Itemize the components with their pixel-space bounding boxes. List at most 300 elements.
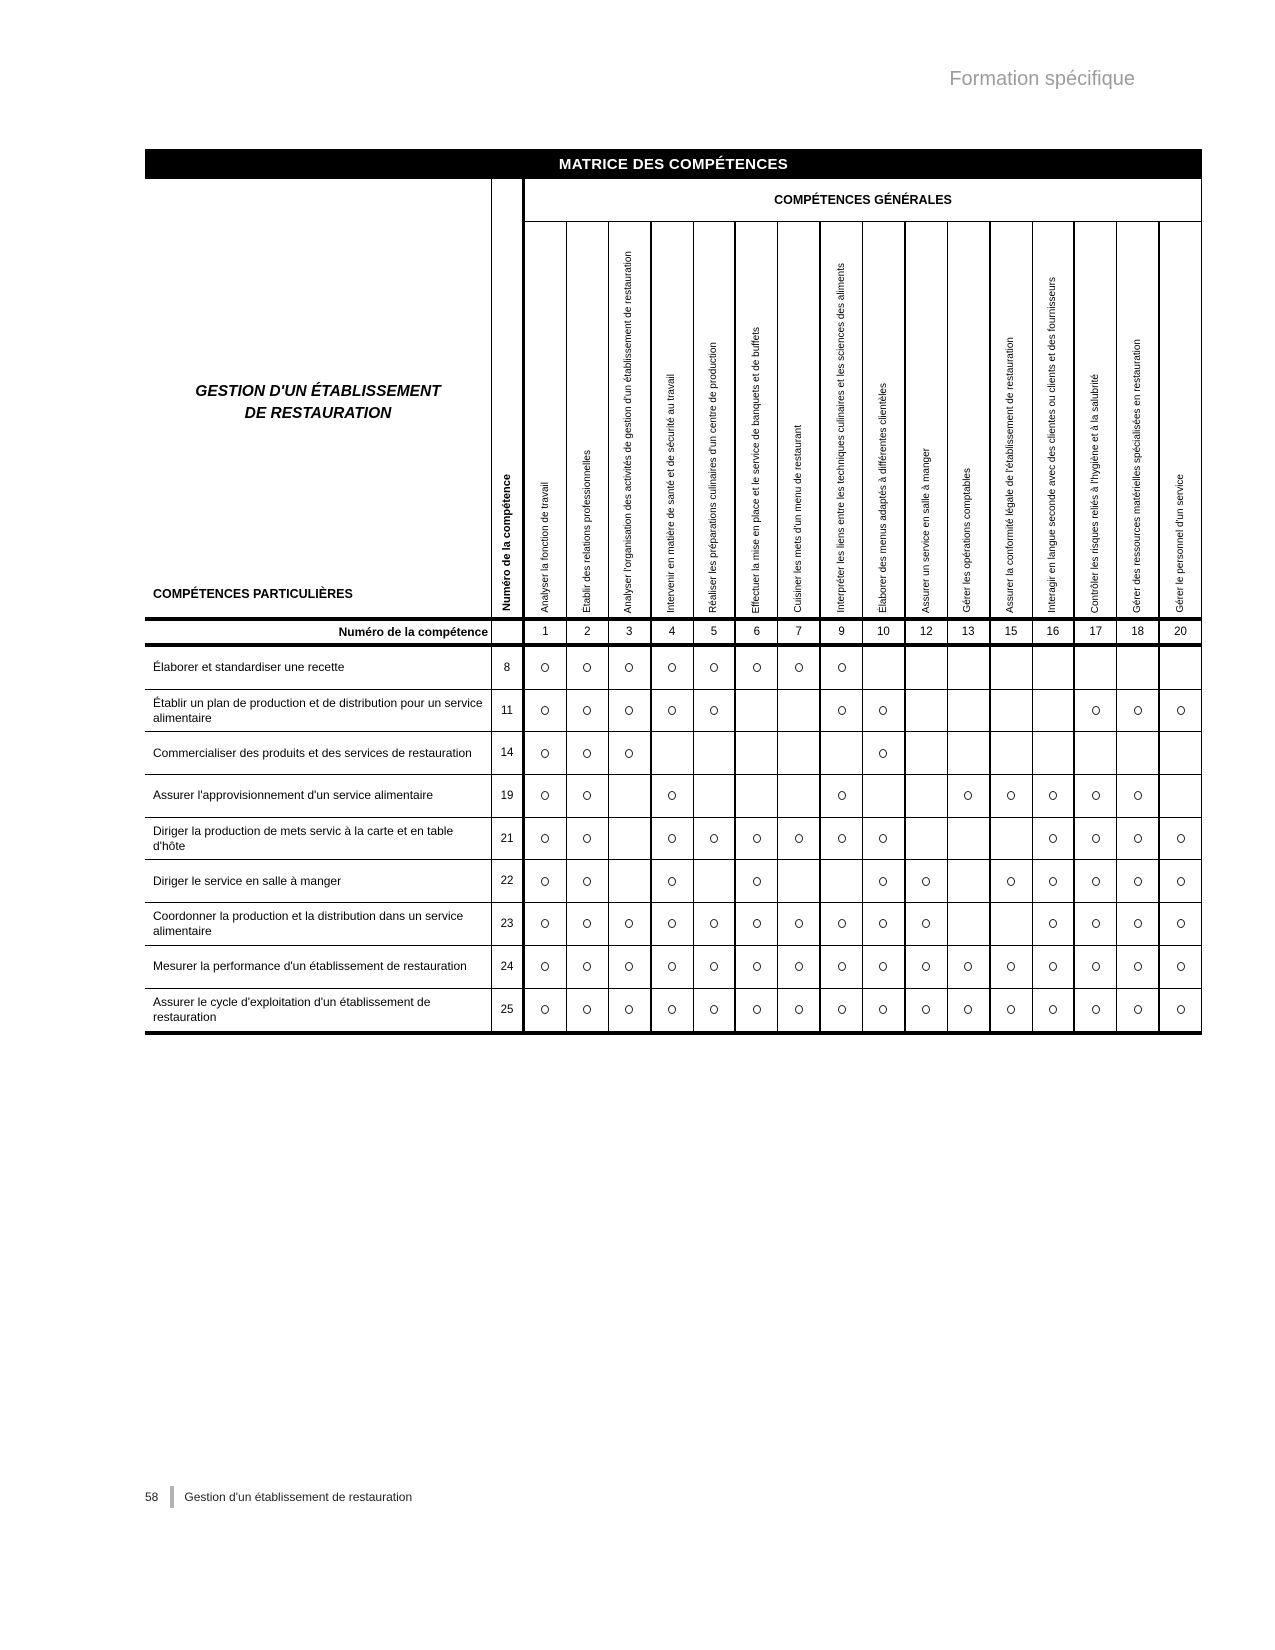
matrix-cell-14-10	[862, 732, 904, 774]
circle-mark	[625, 749, 633, 758]
matrix-cell-14-4	[650, 732, 693, 774]
matrix-row-11	[145, 690, 1201, 733]
circle-mark	[838, 706, 846, 715]
matrix-cell-19-5	[693, 775, 735, 817]
circle-mark	[964, 1005, 972, 1014]
matrix-cell-24-3	[608, 946, 650, 988]
circle-mark	[583, 749, 591, 758]
column-header-7	[777, 222, 819, 617]
column-number-9: 9	[819, 621, 862, 643]
circle-mark	[710, 1005, 718, 1014]
matrix-cell-24-20	[1158, 946, 1201, 988]
matrix-cell-14-13	[947, 732, 989, 774]
circle-mark	[668, 877, 676, 886]
matrix-row-23	[145, 903, 1201, 946]
column-header-4	[650, 222, 693, 617]
column-headers	[525, 222, 1201, 617]
circle-mark	[1177, 919, 1185, 928]
circle-mark	[625, 919, 633, 928]
matrix-cell-22-9	[819, 860, 862, 902]
row-number: 14	[491, 732, 525, 774]
matrix-cell-23-6	[734, 903, 777, 945]
matrix-cell-8-2	[566, 647, 608, 689]
column-header-12	[904, 222, 947, 617]
circle-mark	[1134, 1005, 1142, 1014]
row-label: Mesurer la performance d'un établissement de restauration	[153, 959, 467, 974]
circle-mark	[583, 1005, 591, 1014]
matrix-cell-19-6	[734, 775, 777, 817]
row-label: Diriger le service en salle à manger	[153, 873, 342, 888]
matrix-cell-19-16	[1032, 775, 1074, 817]
matrix-cell-24-10	[862, 946, 904, 988]
matrix-cell-14-6	[734, 732, 777, 774]
circle-mark	[710, 663, 718, 672]
circle-mark	[583, 791, 591, 800]
matrix-cell-14-1	[525, 732, 566, 774]
matrix-cell-22-13	[947, 860, 989, 902]
row-label: Diriger la production de mets servic à la carte et en table d'hôte	[153, 823, 454, 853]
matrix-cell-25-4	[650, 989, 693, 1032]
matrix-cell-25-13	[947, 989, 989, 1032]
column-header-10	[862, 222, 904, 617]
matrix-cell-23-7	[777, 903, 819, 945]
matrix-cell-22-5	[693, 860, 735, 902]
matrix-cell-11-20	[1158, 690, 1201, 732]
matrix-cell-11-4	[650, 690, 693, 732]
circle-mark	[583, 962, 591, 971]
row-marks	[525, 989, 1201, 1032]
circle-mark	[625, 706, 633, 715]
matrix-cell-23-4	[650, 903, 693, 945]
circle-mark	[710, 962, 718, 971]
matrix-cell-8-7	[777, 647, 819, 689]
matrix-cell-11-7	[777, 690, 819, 732]
circle-mark	[1134, 791, 1142, 800]
circle-mark	[753, 877, 761, 886]
circle-mark	[541, 706, 549, 715]
matrix-cell-11-16	[1032, 690, 1074, 732]
circle-mark	[1049, 919, 1057, 928]
column-header-label: Effectuer la mise en place et le service de banquets et de buffets	[751, 326, 763, 613]
matrix-cell-23-13	[947, 903, 989, 945]
column-header-label: Établir des relations professionnelles	[581, 450, 593, 613]
matrix-cell-11-10	[862, 690, 904, 732]
matrix-cell-25-18	[1116, 989, 1158, 1032]
column-header-9	[819, 222, 862, 617]
column-header-label: Interagir en langue seconde avec des clientes ou clients et des fournisseurs	[1047, 277, 1059, 613]
matrix-cell-23-16	[1032, 903, 1074, 945]
column-header-20	[1158, 222, 1201, 617]
column-header-label: Gérer des ressources matérielles spécialisées en restauration	[1131, 338, 1143, 613]
column-number-1: 1	[542, 626, 549, 638]
column-number-16: 16	[1032, 621, 1074, 643]
column-header-label: Contrôler les risques reliés à l'hygiène et à la salubrité	[1090, 373, 1102, 613]
column-header-13	[947, 222, 989, 617]
circle-mark	[625, 663, 633, 672]
matrix-cell-25-2	[566, 989, 608, 1032]
column-number-6: 6	[734, 621, 777, 643]
matrix-cell-22-17	[1073, 860, 1116, 902]
circle-mark	[1092, 877, 1100, 886]
column-number-7: 7	[777, 621, 819, 643]
matrix-cell-11-13	[947, 690, 989, 732]
circle-mark	[1092, 834, 1100, 843]
matrix-cell-19-1	[525, 775, 566, 817]
column-header-17	[1073, 222, 1116, 617]
row-label: Élaborer et standardiser une recette	[153, 660, 345, 675]
matrix-cell-14-9	[819, 732, 862, 774]
column-header-label: Analyser la fonction de travail	[539, 482, 551, 613]
row-marks	[525, 732, 1201, 774]
matrix-cell-8-1	[525, 647, 566, 689]
column-header-label: Assurer la conformité légale de l'établissement de restauration	[1005, 337, 1017, 613]
column-header-5	[693, 222, 735, 617]
matrix-row-8	[145, 647, 1201, 690]
circle-mark	[668, 1005, 676, 1014]
circle-mark	[879, 962, 887, 971]
matrix-cell-24-9	[819, 946, 862, 988]
column-header-label: Assurer un service en salle à manger	[920, 447, 932, 613]
circle-mark	[710, 834, 718, 843]
circle-mark	[625, 1005, 633, 1014]
circle-mark	[964, 791, 972, 800]
circle-mark	[838, 1005, 846, 1014]
matrix-cell-24-6	[734, 946, 777, 988]
column-header-3	[608, 222, 650, 617]
circle-mark	[1049, 877, 1057, 886]
column-header-16	[1032, 222, 1074, 617]
circle-mark	[1134, 877, 1142, 886]
matrix-cell-25-6	[734, 989, 777, 1032]
matrix-cell-25-1	[525, 989, 566, 1032]
matrix-cell-24-17	[1073, 946, 1116, 988]
circle-mark	[753, 919, 761, 928]
circle-mark	[964, 962, 972, 971]
matrix-cell-22-15	[989, 860, 1032, 902]
circle-mark	[753, 962, 761, 971]
circle-mark	[1092, 962, 1100, 971]
row-number: 11	[491, 690, 525, 732]
matrix-cell-14-5	[693, 732, 735, 774]
circle-mark	[541, 877, 549, 886]
circle-mark	[838, 962, 846, 971]
column-number-18: 18	[1116, 621, 1158, 643]
matrix-cell-8-9	[819, 647, 862, 689]
matrix-cell-21-20	[1158, 818, 1201, 860]
matrix-cell-19-17	[1073, 775, 1116, 817]
circle-mark	[1007, 962, 1015, 971]
matrix-cell-11-6	[734, 690, 777, 732]
column-header-label: Analyser l'organisation des activités de gestion d'un établissement de restauration	[623, 250, 635, 613]
matrix-cell-21-16	[1032, 818, 1074, 860]
matrix-cell-25-20	[1158, 989, 1201, 1032]
matrix-cell-14-20	[1158, 732, 1201, 774]
matrix-cell-11-9	[819, 690, 862, 732]
column-header-1	[525, 222, 566, 617]
matrix-cell-23-15	[989, 903, 1032, 945]
column-number-15: 15	[989, 621, 1032, 643]
row-label: Assurer le cycle d'exploitation d'un établissement de restauration	[153, 994, 431, 1024]
circle-mark	[541, 919, 549, 928]
matrix-cell-22-2	[566, 860, 608, 902]
matrix-cell-19-13	[947, 775, 989, 817]
column-header-label: Gérer le personnel d'un service	[1174, 474, 1186, 613]
circle-mark	[583, 919, 591, 928]
circle-mark	[879, 834, 887, 843]
circle-mark	[838, 919, 846, 928]
row-number: 21	[491, 818, 525, 860]
matrix-cell-24-12	[904, 946, 947, 988]
column-header-2	[566, 222, 608, 617]
matrix-cell-25-17	[1073, 989, 1116, 1032]
matrix-row-22	[145, 860, 1201, 903]
circle-mark	[795, 663, 803, 672]
matrix-cell-19-4	[650, 775, 693, 817]
program-title	[145, 381, 491, 425]
circle-mark	[922, 877, 930, 886]
matrix-cell-24-4	[650, 946, 693, 988]
matrix-cell-19-3	[608, 775, 650, 817]
matrix-cell-11-1	[525, 690, 566, 732]
matrix-cell-22-6	[734, 860, 777, 902]
matrix-cell-8-3	[608, 647, 650, 689]
matrix-body	[145, 179, 1202, 1035]
matrix-cell-21-9	[819, 818, 862, 860]
matrix-cell-23-20	[1158, 903, 1201, 945]
circle-mark	[922, 962, 930, 971]
circle-mark	[795, 834, 803, 843]
matrix-cell-14-18	[1116, 732, 1158, 774]
row-marks	[525, 860, 1201, 902]
row-label: Assurer l'approvisionnement d'un service alimentaire	[153, 788, 434, 803]
numbers-row-label: Numéro de la compétence	[338, 625, 488, 639]
matrix-cell-11-18	[1116, 690, 1158, 732]
circle-mark	[795, 962, 803, 971]
row-marks	[525, 775, 1201, 817]
matrix-cell-21-18	[1116, 818, 1158, 860]
row-label: Coordonner la production et la distribution dans un service alimentaire	[153, 908, 464, 938]
matrix-cell-8-5	[693, 647, 735, 689]
circle-mark	[1049, 834, 1057, 843]
circle-mark	[922, 1005, 930, 1014]
circle-mark	[879, 1005, 887, 1014]
circle-mark	[668, 706, 676, 715]
circle-mark	[1092, 1005, 1100, 1014]
competency-matrix	[145, 149, 1202, 1035]
matrix-cell-24-7	[777, 946, 819, 988]
circle-mark	[1092, 706, 1100, 715]
column-header-label: Réaliser les préparations culinaires d'un centre de production	[708, 342, 720, 613]
circle-mark	[541, 749, 549, 758]
circle-mark	[879, 749, 887, 758]
matrix-cell-11-3	[608, 690, 650, 732]
circle-mark	[838, 663, 846, 672]
matrix-cell-23-3	[608, 903, 650, 945]
circle-mark	[1177, 962, 1185, 971]
column-header-label: Gérer les opérations comptables	[962, 468, 974, 613]
matrix-cell-23-5	[693, 903, 735, 945]
program-title-line1: GESTION D'UN ÉTABLISSEMENT	[195, 383, 441, 400]
matrix-cell-23-1	[525, 903, 566, 945]
matrix-cell-21-15	[989, 818, 1032, 860]
matrix-cell-21-1	[525, 818, 566, 860]
row-label: Établir un plan de production et de distribution pour un service alimentaire	[153, 695, 483, 725]
circle-mark	[1007, 791, 1015, 800]
page-number: 58	[145, 1490, 159, 1504]
matrix-cell-21-2	[566, 818, 608, 860]
matrix-cell-25-10	[862, 989, 904, 1032]
matrix-cell-22-3	[608, 860, 650, 902]
competency-number-axis-label: Numéro de la compétence	[501, 474, 513, 611]
matrix-cell-24-13	[947, 946, 989, 988]
column-number-20: 20	[1158, 621, 1201, 643]
matrix-cell-23-9	[819, 903, 862, 945]
matrix-cell-24-15	[989, 946, 1032, 988]
circle-mark	[795, 1005, 803, 1014]
row-marks	[525, 903, 1201, 945]
matrix-cell-11-5	[693, 690, 735, 732]
circle-mark	[1092, 791, 1100, 800]
program-panel	[145, 179, 491, 617]
matrix-cell-25-16	[1032, 989, 1074, 1032]
matrix-cell-22-18	[1116, 860, 1158, 902]
particular-competencies-header: COMPÉTENCES PARTICULIÈRES	[153, 587, 353, 601]
matrix-cell-25-7	[777, 989, 819, 1032]
circle-mark	[541, 1005, 549, 1014]
matrix-cell-14-17	[1073, 732, 1116, 774]
matrix-title-banner: MATRICE DES COMPÉTENCES	[145, 149, 1202, 179]
column-number-10: 10	[862, 621, 904, 643]
matrix-cell-25-5	[693, 989, 735, 1032]
general-competencies-region	[525, 179, 1201, 617]
column-header-15	[989, 222, 1032, 617]
matrix-cell-24-18	[1116, 946, 1158, 988]
matrix-cell-24-5	[693, 946, 735, 988]
matrix-header	[145, 179, 1201, 617]
column-header-label: Élaborer des menus adaptés à différentes clientèles	[877, 383, 889, 613]
matrix-cell-23-17	[1073, 903, 1116, 945]
matrix-cell-21-5	[693, 818, 735, 860]
matrix-cell-25-12	[904, 989, 947, 1032]
matrix-cell-24-2	[566, 946, 608, 988]
matrix-cell-21-3	[608, 818, 650, 860]
row-number: 22	[491, 860, 525, 902]
matrix-cell-19-10	[862, 775, 904, 817]
matrix-cell-19-2	[566, 775, 608, 817]
circle-mark	[922, 919, 930, 928]
circle-mark	[1092, 919, 1100, 928]
circle-mark	[668, 962, 676, 971]
circle-mark	[541, 663, 549, 672]
row-marks	[525, 690, 1201, 732]
circle-mark	[1177, 1005, 1185, 1014]
general-competencies-header: COMPÉTENCES GÉNÉRALES	[525, 179, 1201, 222]
matrix-cell-21-13	[947, 818, 989, 860]
circle-mark	[1007, 877, 1015, 886]
circle-mark	[753, 1005, 761, 1014]
column-header-18	[1116, 222, 1158, 617]
matrix-cell-14-15	[989, 732, 1032, 774]
matrix-cell-21-4	[650, 818, 693, 860]
circle-mark	[668, 919, 676, 928]
matrix-cell-22-16	[1032, 860, 1074, 902]
column-number-3: 3	[608, 621, 650, 643]
program-title-line2: DE RESTAURATION	[244, 405, 392, 422]
matrix-cell-8-17	[1073, 647, 1116, 689]
matrix-row-19	[145, 775, 1201, 818]
column-numbers	[525, 621, 1201, 643]
matrix-cell-11-17	[1073, 690, 1116, 732]
circle-mark	[1134, 706, 1142, 715]
circle-mark	[1049, 1005, 1057, 1014]
matrix-cell-22-1	[525, 860, 566, 902]
circle-mark	[838, 791, 846, 800]
circle-mark	[753, 663, 761, 672]
matrix-cell-21-7	[777, 818, 819, 860]
matrix-cell-8-16	[1032, 647, 1074, 689]
page-footer	[145, 1486, 412, 1508]
circle-mark	[668, 663, 676, 672]
matrix-row-25	[145, 989, 1201, 1032]
circle-mark	[541, 791, 549, 800]
circle-mark	[710, 919, 718, 928]
column-number-12: 12	[904, 621, 947, 643]
matrix-cell-14-3	[608, 732, 650, 774]
matrix-cell-19-7	[777, 775, 819, 817]
matrix-cell-8-18	[1116, 647, 1158, 689]
circle-mark	[583, 663, 591, 672]
matrix-cell-19-18	[1116, 775, 1158, 817]
matrix-cell-11-2	[566, 690, 608, 732]
matrix-cell-14-16	[1032, 732, 1074, 774]
matrix-row-14	[145, 732, 1201, 775]
matrix-cell-8-15	[989, 647, 1032, 689]
row-marks	[525, 818, 1201, 860]
matrix-cell-21-12	[904, 818, 947, 860]
row-number: 24	[491, 946, 525, 988]
circle-mark	[1049, 962, 1057, 971]
matrix-cell-21-6	[734, 818, 777, 860]
circle-mark	[625, 962, 633, 971]
matrix-cell-19-12	[904, 775, 947, 817]
competency-numbers-row	[145, 617, 1201, 647]
column-number-13: 13	[947, 621, 989, 643]
matrix-cell-23-12	[904, 903, 947, 945]
column-header-label: Intervenir en matière de santé et de sécurité au travail	[666, 373, 678, 613]
matrix-cell-8-4	[650, 647, 693, 689]
matrix-cell-25-3	[608, 989, 650, 1032]
matrix-cell-22-20	[1158, 860, 1201, 902]
circle-mark	[1049, 791, 1057, 800]
matrix-cell-25-9	[819, 989, 862, 1032]
matrix-cell-11-15	[989, 690, 1032, 732]
matrix-cell-14-7	[777, 732, 819, 774]
matrix-cell-8-20	[1158, 647, 1201, 689]
matrix-cell-8-6	[734, 647, 777, 689]
circle-mark	[668, 834, 676, 843]
circle-mark	[1177, 877, 1185, 886]
circle-mark	[879, 919, 887, 928]
matrix-cell-14-2	[566, 732, 608, 774]
circle-mark	[1134, 919, 1142, 928]
matrix-cell-22-7	[777, 860, 819, 902]
column-number-5: 5	[693, 621, 735, 643]
matrix-rows	[145, 647, 1201, 1035]
row-marks	[525, 647, 1201, 689]
matrix-row-24	[145, 946, 1201, 989]
matrix-cell-21-17	[1073, 818, 1116, 860]
matrix-cell-23-18	[1116, 903, 1158, 945]
